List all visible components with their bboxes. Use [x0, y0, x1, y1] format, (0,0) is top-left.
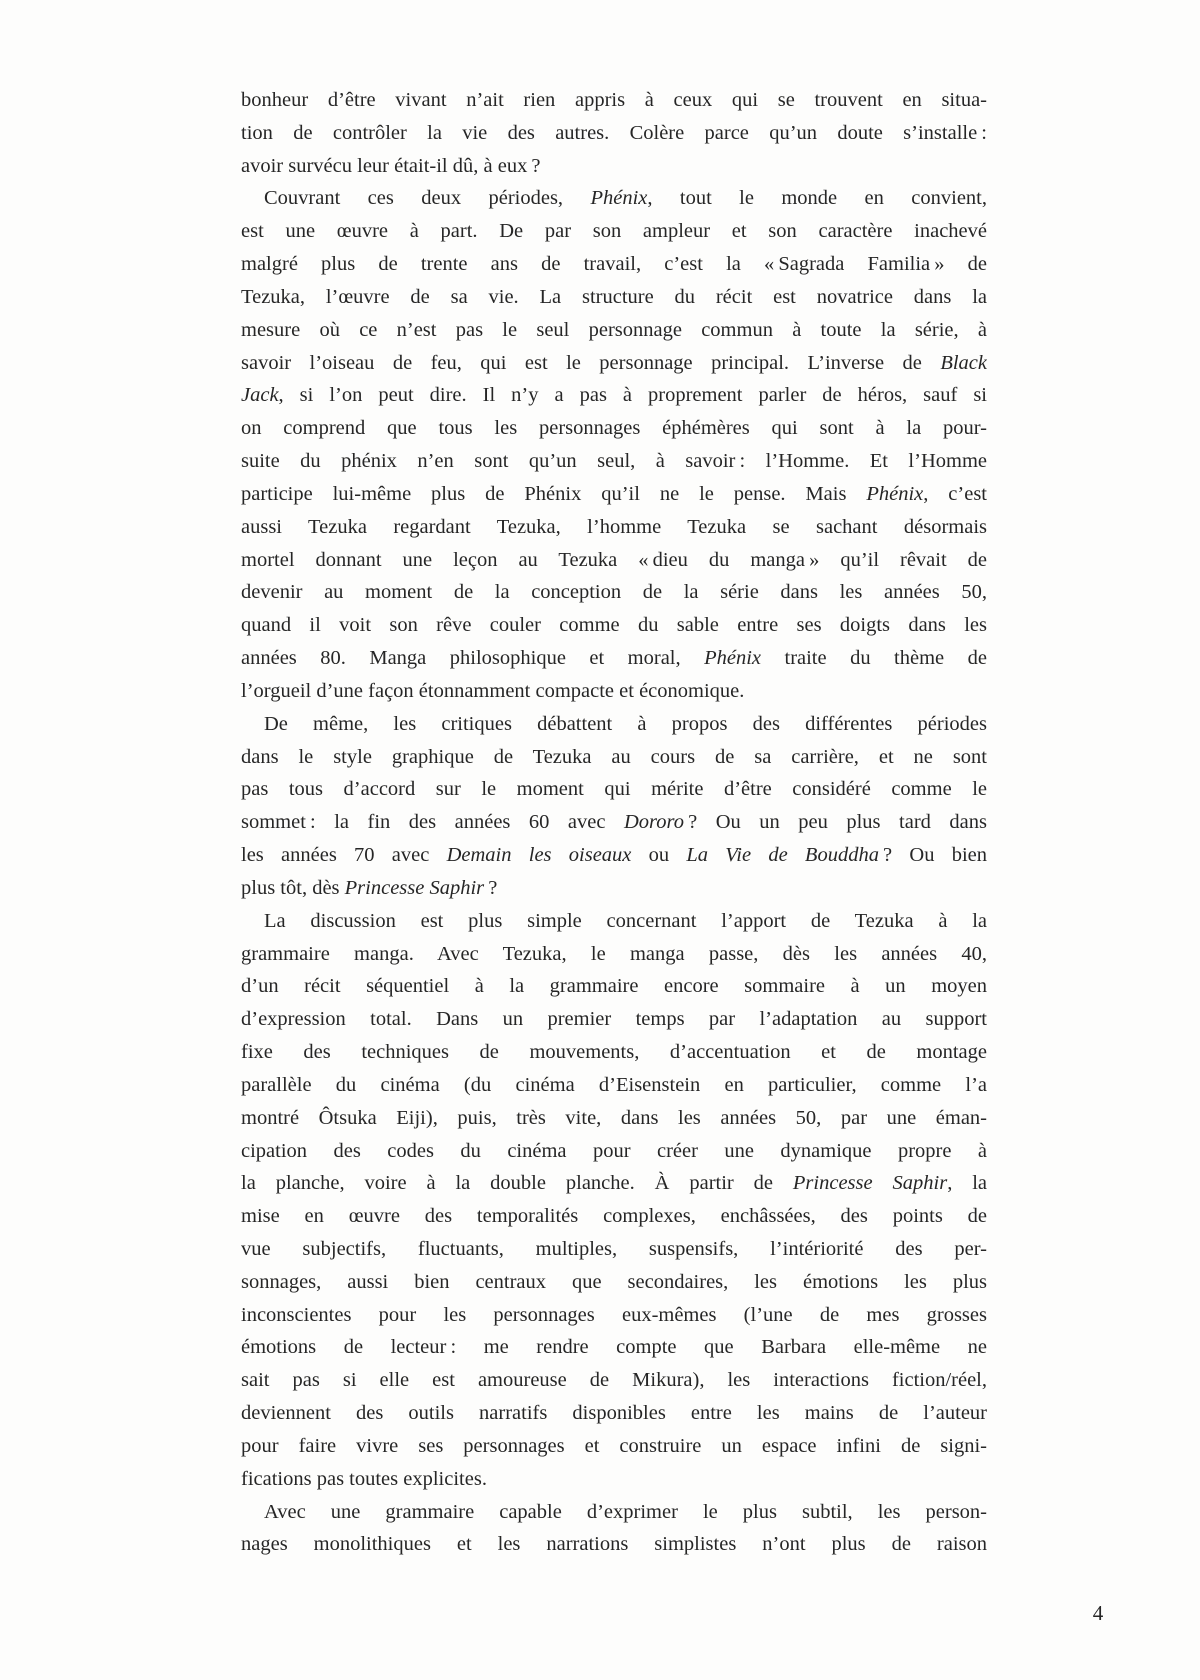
text-line [241, 708, 987, 741]
text-segment: quand il voit son rêve couler comme du sable entre ses doigts dans les [241, 614, 987, 637]
text-line [241, 84, 987, 117]
italic-text-segment: Phénix [704, 647, 762, 670]
text-segment: l’orgueil d’une façon étonnamment compacte et économique. [241, 679, 745, 702]
text-line [241, 1233, 987, 1266]
text-segment: deviennent des outils narratifs disponibles entre les mains de l’auteur [241, 1402, 987, 1425]
text-line [241, 347, 987, 380]
text-line [241, 445, 987, 478]
text-line [241, 905, 987, 938]
text-line [241, 1036, 987, 1069]
text-segment: Tezuka, l’œuvre de sa vie. La structure du récit est novatrice dans la [241, 285, 987, 308]
text-segment: malgré plus de trente ans de travail, c’est la « Sagrada Familia » de [241, 253, 987, 276]
text-line [241, 1528, 987, 1561]
text-segment: fications pas toutes explicites. [241, 1467, 487, 1490]
text-segment: ? [484, 876, 498, 899]
text-line [241, 379, 987, 412]
text-segment: Avec une grammaire capable d’exprimer le plus subtil, les person- [264, 1500, 987, 1523]
text-segment: la planche, voire à la double planche. À partir de [241, 1172, 793, 1195]
text-segment: suite du phénix n’en sont qu’un seul, à savoir : l’Homme. Et l’Homme [241, 450, 987, 473]
page-number: 4 [1092, 1601, 1104, 1625]
text-segment: savoir l’oiseau de feu, qui est le personnage principal. L’inverse de [241, 351, 941, 374]
italic-text-segment: Dororo [623, 811, 684, 834]
italic-text-segment: Princesse Saphir [792, 1172, 948, 1195]
italic-text-segment: Phénix [866, 482, 924, 505]
text-line [241, 544, 987, 577]
text-line [241, 1003, 987, 1036]
text-segment: bonheur d’être vivant n’ait rien appris à ceux qui se trouvent en situa- [241, 89, 987, 111]
text-line [241, 1299, 987, 1332]
text-segment: vue subjectifs, fluctuants, multiples, suspensifs, l’intériorité des per- [241, 1237, 987, 1260]
text-line [241, 1364, 987, 1397]
text-segment: plus tôt, dès [241, 876, 345, 899]
text-segment: , la [947, 1172, 987, 1195]
text-segment: participe lui-même plus de Phénix qu’il ne le pense. Mais [241, 482, 867, 505]
text-line [241, 1496, 987, 1529]
text-line [241, 1397, 987, 1430]
text-line [241, 1266, 987, 1299]
text-line [241, 576, 987, 609]
italic-text-segment: La Vie de Bouddha [686, 844, 879, 867]
text-line [241, 1167, 987, 1200]
text-line [241, 642, 987, 675]
text-segment: émotions de lecteur : me rendre compte que Barbara elle-même ne [241, 1336, 987, 1359]
text-segment: traite du thème de [761, 647, 987, 670]
text-segment: montré Ôtsuka Eiji), puis, très vite, dans les années 50, par une éman- [241, 1106, 987, 1129]
text-line [241, 1135, 987, 1168]
text-block [241, 84, 987, 1561]
text-line [241, 150, 987, 183]
text-segment: mise en œuvre des temporalités complexes, enchâssées, des points de [241, 1205, 987, 1228]
text-line [241, 1069, 987, 1102]
text-segment: sait pas si elle est amoureuse de Mikura), les interactions fiction/réel, [241, 1369, 987, 1392]
text-line [241, 1102, 987, 1135]
text-line [241, 1200, 987, 1233]
text-segment: ? Ou un peu plus tard dans [683, 811, 987, 834]
text-segment: mortel donnant une leçon au Tezuka « dieu du manga » qu’il rêvait de [241, 548, 987, 571]
text-line [241, 609, 987, 642]
text-line [241, 806, 987, 839]
text-segment: Couvrant ces deux périodes, [264, 187, 591, 210]
text-line [241, 675, 987, 708]
text-segment: devenir au moment de la conception de la série dans les années 50, [241, 581, 987, 604]
italic-text-segment: Princesse Saphir [344, 876, 485, 899]
text-line [241, 412, 987, 445]
text-segment: La discussion est plus simple concernant l’apport de Tezuka à la [264, 909, 987, 932]
text-segment: ? Ou bien [878, 844, 987, 867]
text-line [241, 281, 987, 314]
text-line [241, 839, 987, 872]
text-segment: les années 70 avec [241, 844, 447, 867]
italic-text-segment: Phénix [590, 187, 648, 210]
text-line [241, 1463, 987, 1496]
text-line [241, 314, 987, 347]
text-segment: aussi Tezuka regardant Tezuka, l’homme Tezuka se sachant désormais [241, 515, 987, 538]
text-segment: , tout le monde en convient, [647, 187, 987, 210]
italic-text-segment: Demain les oiseaux [446, 844, 632, 867]
text-segment: dans le style graphique de Tezuka au cours de sa carrière, et ne sont [241, 745, 987, 768]
text-segment: d’expression total. Dans un premier temps par l’adaptation au support [241, 1008, 987, 1031]
text-segment: avoir survécu leur était-il dû, à eux ? [241, 154, 541, 177]
text-segment: inconscientes pour les personnages eux-mêmes (l’une de mes grosses [241, 1303, 987, 1326]
text-line [241, 117, 987, 150]
text-segment: est une œuvre à part. De par son ampleur et son caractère inachevé [241, 220, 987, 243]
text-line [241, 872, 987, 905]
text-segment: sonnages, aussi bien centraux que secondaires, les émotions les plus [241, 1270, 987, 1293]
text-segment: d’un récit séquentiel à la grammaire encore sommaire à un moyen [241, 975, 987, 998]
text-line [241, 1331, 987, 1364]
text-line [241, 478, 987, 511]
text-segment: De même, les critiques débattent à propos des différentes périodes [264, 712, 987, 735]
text-segment: parallèle du cinéma (du cinéma d’Eisenstein en particulier, comme l’a [241, 1073, 987, 1096]
text-line [241, 248, 987, 281]
text-segment: on comprend que tous les personnages éphémères qui sont à la pour- [241, 417, 987, 440]
text-segment: années 80. Manga philosophique et moral, [241, 647, 705, 670]
text-line [241, 773, 987, 806]
text-segment: sommet : la fin des années 60 avec [241, 811, 624, 834]
text-line [241, 741, 987, 774]
italic-text-segment: Black [940, 351, 987, 374]
text-segment: cipation des codes du cinéma pour créer une dynamique propre à [241, 1139, 987, 1162]
text-segment: pas tous d’accord sur le moment qui mérite d’être considéré comme le [241, 778, 987, 801]
italic-text-segment: Jack [241, 384, 279, 407]
text-line [241, 1430, 987, 1463]
text-segment: mesure où ce n’est pas le seul personnage commun à toute la série, à [241, 318, 987, 341]
text-line [241, 938, 987, 971]
text-segment: fixe des techniques de mouvements, d’accentuation et de montage [241, 1041, 987, 1064]
text-line [241, 970, 987, 1003]
text-segment: ou [631, 844, 687, 867]
text-line [241, 215, 987, 248]
text-segment: , c’est [923, 482, 987, 505]
text-segment: tion de contrôler la vie des autres. Colère parce qu’un doute s’installe : [241, 121, 987, 144]
text-segment: , si l’on peut dire. Il n’y a pas à proprement parler de héros, sauf si [278, 384, 987, 407]
text-segment: pour faire vivre ses personnages et construire un espace infini de signi- [241, 1434, 987, 1457]
text-segment: grammaire manga. Avec Tezuka, le manga passe, dès les années 40, [241, 942, 987, 965]
text-segment: nages monolithiques et les narrations simplistes n’ont plus de raison [241, 1533, 987, 1556]
text-line [241, 511, 987, 544]
text-line [241, 182, 987, 215]
